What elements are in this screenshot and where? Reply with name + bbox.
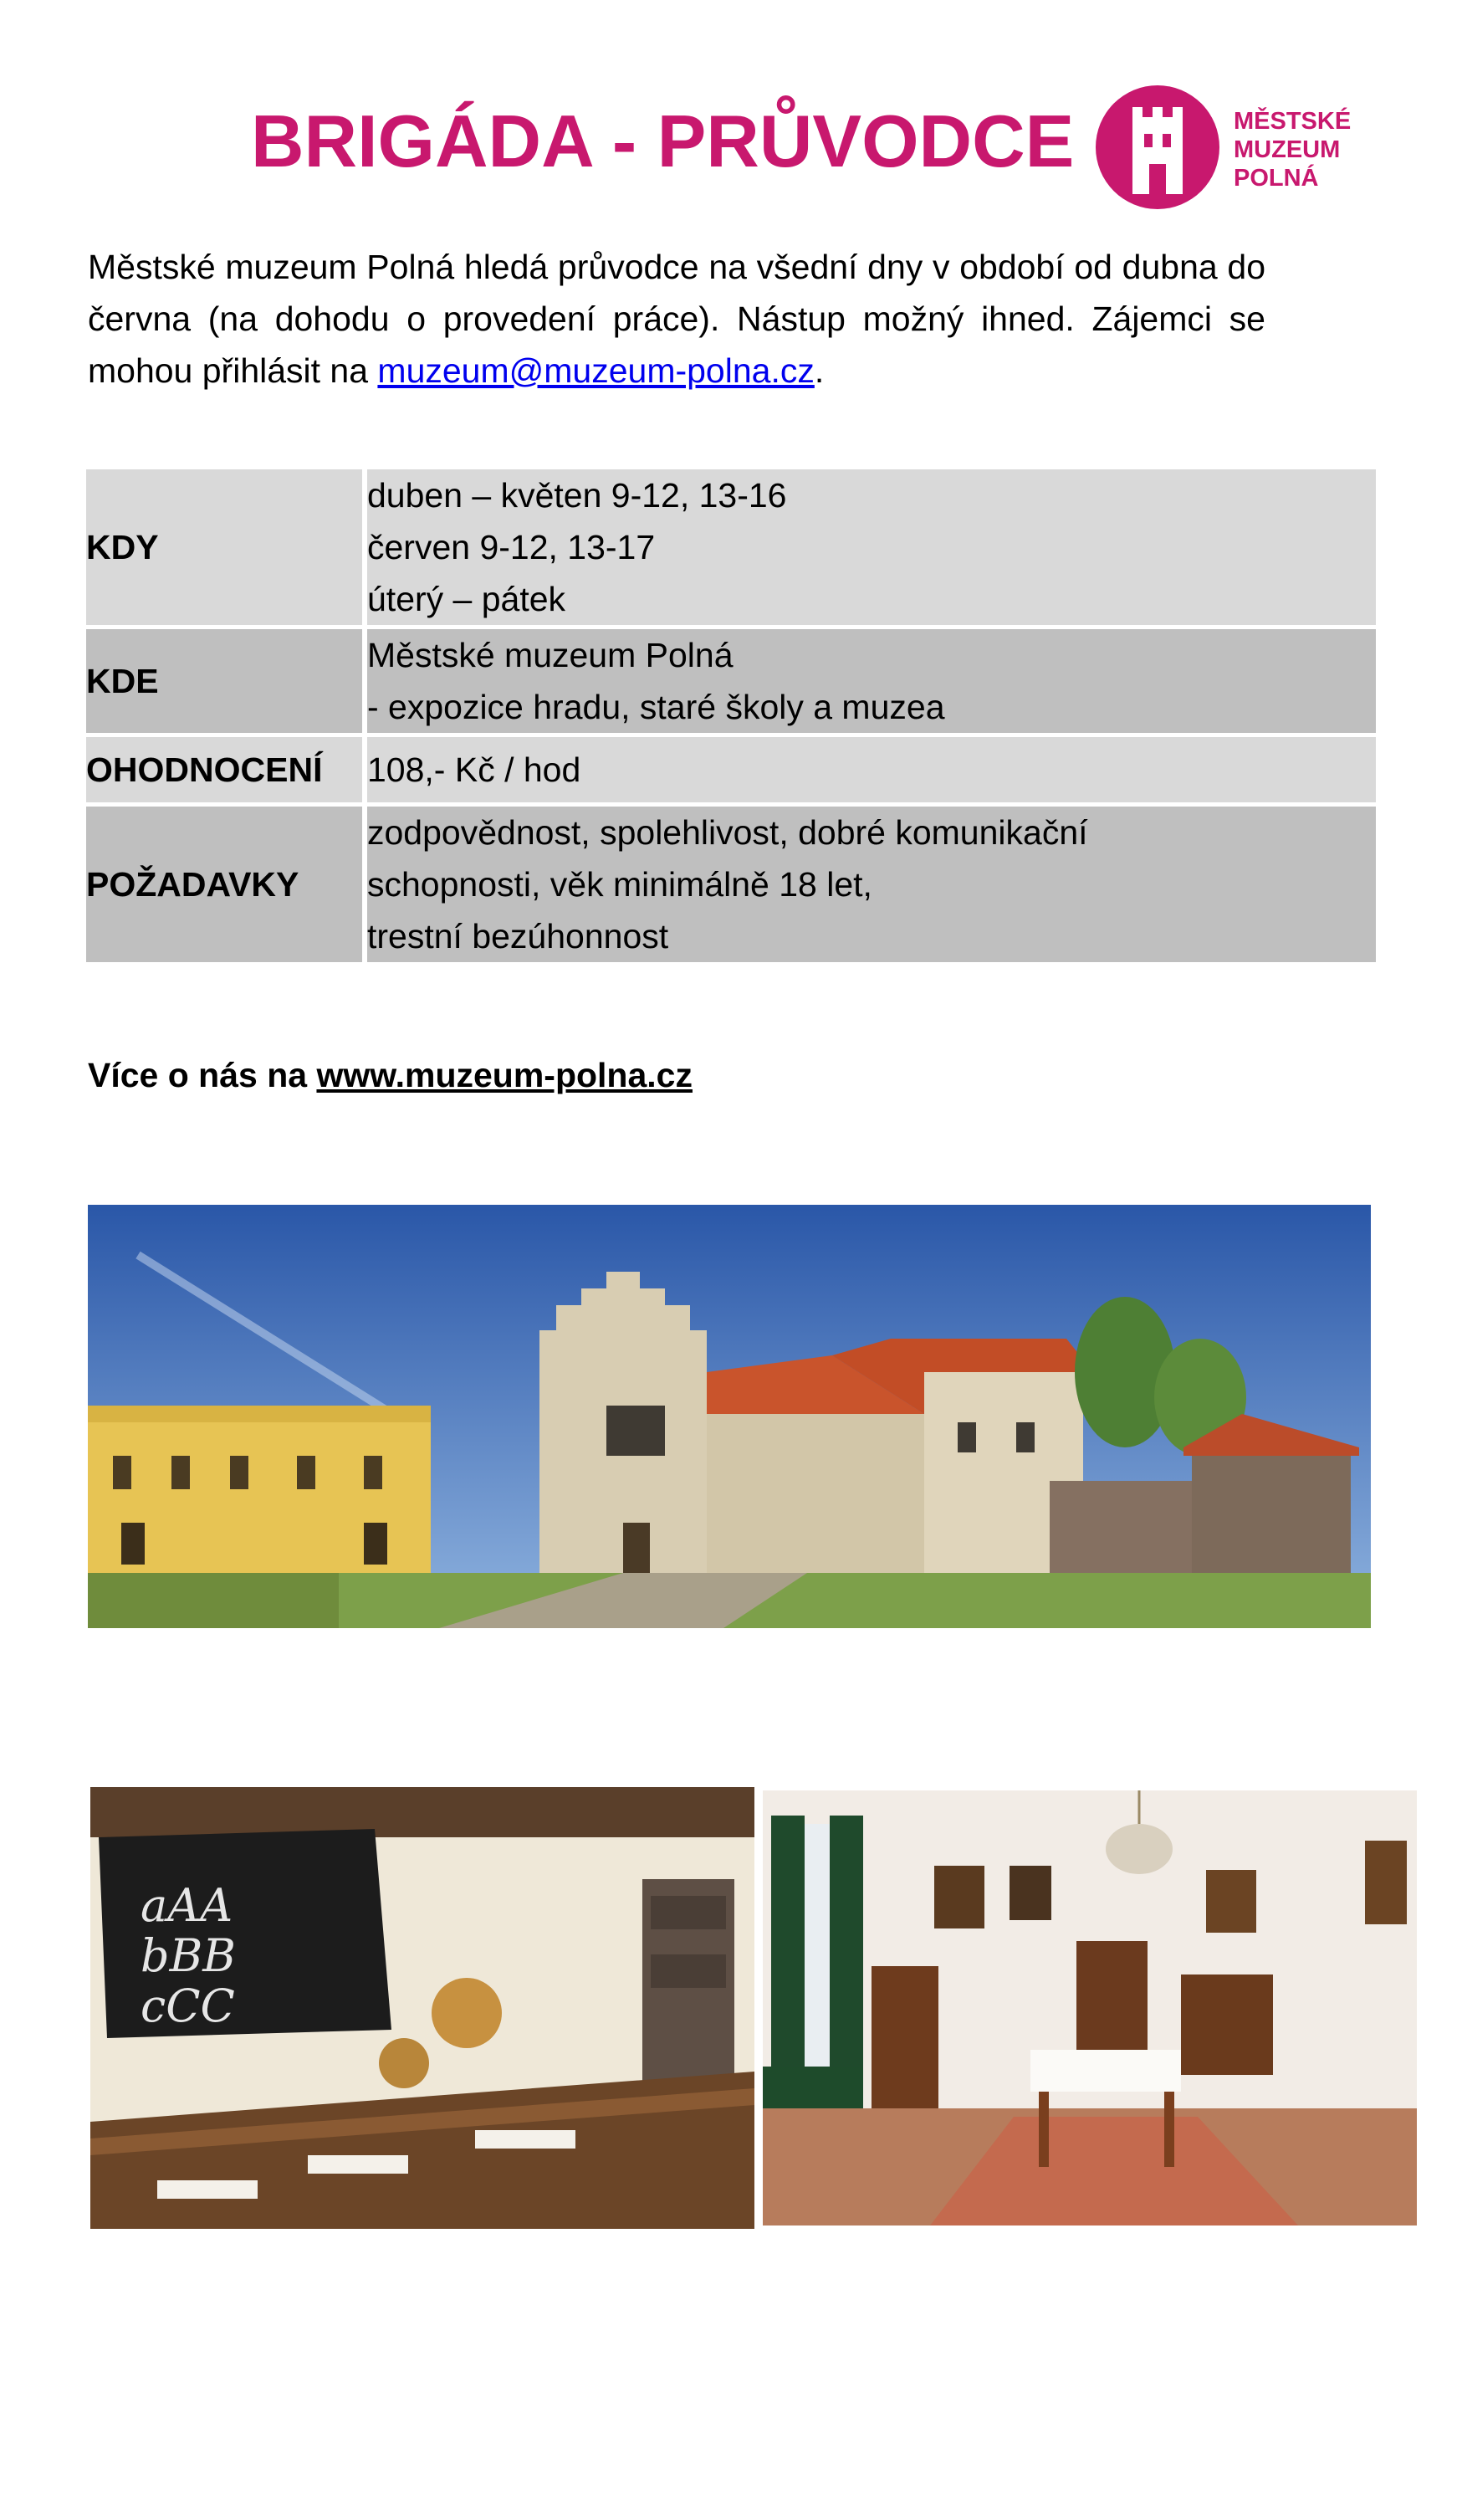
row-value-line: trestní bezúhonnost: [367, 917, 669, 955]
tower-icon: [1096, 85, 1219, 209]
intro-text-end: .: [814, 351, 825, 390]
more-info-label: Více o nás na: [88, 1056, 317, 1094]
row-key: KDE: [86, 629, 367, 733]
museum-logo: [1096, 85, 1363, 211]
table-row-kdy: [86, 469, 1376, 625]
row-key: POŽADAVKY: [86, 807, 367, 962]
table-row-kde: [86, 629, 1376, 733]
intro-paragraph: [88, 241, 1265, 397]
row-value: [367, 469, 1376, 625]
row-value-line: - expozice hradu, staré školy a muzea: [367, 688, 945, 726]
logo-text-line-1: MĚSTSKÉ: [1234, 108, 1352, 135]
row-value: [367, 629, 1376, 733]
intro-text: Městské muzeum Polná hledá průvodce na všední dny v období od dubna do června (na dohodu o provedení práce). Nástup možný ihned. Zájemci se mohou přihlásit na: [88, 248, 1265, 390]
svg-text:cCC: cCC: [141, 1980, 235, 2032]
logo-text-line-3: POLNÁ: [1234, 165, 1319, 192]
row-value-line: 108,- Kč / hod: [367, 750, 581, 789]
old-classroom-photo: [90, 1787, 754, 2229]
table-row-pozadavky: [86, 807, 1376, 962]
row-value-line: duben – květen 9-12, 13-16: [367, 476, 787, 515]
row-value: [367, 807, 1376, 962]
email-link[interactable]: muzeum@muzeum-polna.cz: [377, 351, 815, 390]
more-info: [88, 1056, 693, 1095]
row-key: OHODNOCENÍ: [86, 737, 367, 802]
logo-text-line-2: MUZEUM: [1234, 136, 1341, 163]
row-value: [367, 737, 1376, 802]
info-table: [86, 465, 1376, 966]
row-value-line: schopnosti, věk minimálně 18 let,: [367, 865, 872, 904]
historic-salon-photo: [763, 1790, 1417, 2225]
svg-text:bBB: bBB: [141, 1929, 236, 1982]
row-value-line: Městské muzeum Polná: [367, 636, 734, 674]
page-title: BRIGÁDA - PRŮVODCE: [251, 100, 1075, 182]
castle-courtyard-photo: [88, 1205, 1371, 1628]
svg-text:aAA: aAA: [141, 1879, 233, 1932]
table-row-ohodnoceni: [86, 737, 1376, 802]
row-value-line: úterý – pátek: [367, 580, 566, 618]
website-link[interactable]: www.muzeum-polna.cz: [316, 1056, 693, 1094]
row-value-line: červen 9-12, 13-17: [367, 528, 656, 566]
row-value-line: zodpovědnost, spolehlivost, dobré komunikační: [367, 813, 1088, 852]
row-key: KDY: [86, 469, 367, 625]
